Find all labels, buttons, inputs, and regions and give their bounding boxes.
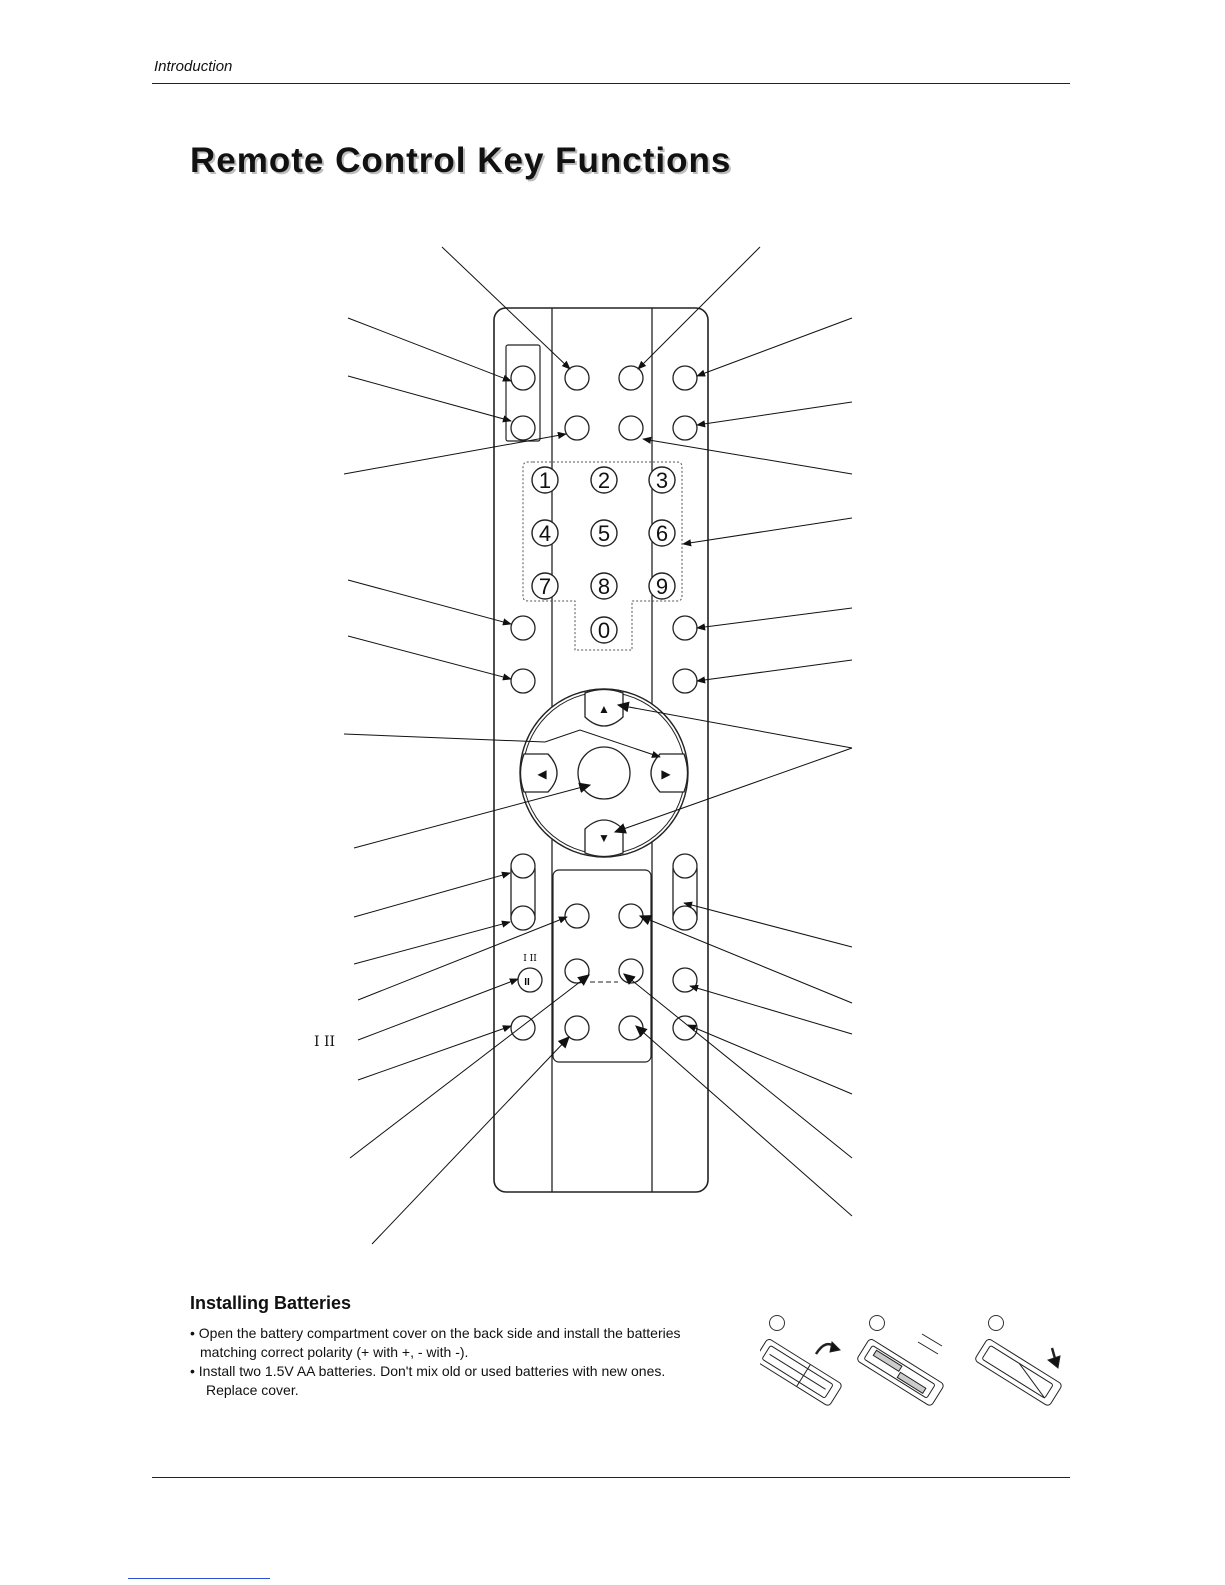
nav-left-icon: ◀ bbox=[537, 767, 547, 781]
footer-divider bbox=[152, 1477, 1070, 1478]
top-key-1[interactable] bbox=[565, 366, 589, 390]
callout-right-6 bbox=[697, 660, 852, 681]
bottom-key-1[interactable] bbox=[565, 904, 589, 928]
header-section-label: Introduction bbox=[154, 58, 233, 75]
battery-step-1-marker: 1 bbox=[769, 1315, 785, 1331]
battery-bullet-1-line-1: • Open the battery compartment cover on the back side and install the batteries bbox=[190, 1325, 681, 1341]
callout-left-5 bbox=[348, 636, 511, 679]
top-key-3[interactable] bbox=[673, 366, 697, 390]
bottom-key-2[interactable] bbox=[619, 904, 643, 928]
callout-right-2 bbox=[697, 402, 852, 425]
battery-bullet-1-line-2: matching correct polarity (+ with +, - with -). bbox=[200, 1344, 469, 1360]
callout-right-9 bbox=[684, 903, 852, 947]
input-button[interactable] bbox=[511, 416, 535, 440]
number-key-9-label: 9 bbox=[655, 574, 669, 599]
bottom-key-3[interactable] bbox=[565, 959, 589, 983]
battery-step-illustrations bbox=[760, 1320, 1080, 1430]
callout-left-9 bbox=[354, 922, 510, 964]
bottom-key-6[interactable] bbox=[619, 1016, 643, 1040]
audio-key-label: I II bbox=[523, 954, 537, 964]
callout-left-12 bbox=[358, 1026, 511, 1080]
battery-bullet-2-line-2: Replace cover. bbox=[206, 1382, 299, 1398]
number-key-1-label: 1 bbox=[538, 468, 552, 493]
page-title: Remote Control Key Functions bbox=[190, 141, 732, 180]
battery-step-2-marker: 2 bbox=[869, 1315, 885, 1331]
audio-key[interactable] bbox=[518, 968, 542, 992]
number-key-8-label: 8 bbox=[597, 574, 611, 599]
number-key-0-label: 0 bbox=[597, 618, 611, 643]
number-key-5-label: 5 bbox=[597, 521, 611, 546]
top-key-5[interactable] bbox=[619, 416, 643, 440]
audio-mode-callout-mark: I II bbox=[314, 1034, 336, 1050]
callout-right-1 bbox=[697, 318, 852, 376]
bottom-key-right-2[interactable] bbox=[673, 1016, 697, 1040]
side-key-left-2[interactable] bbox=[511, 669, 535, 693]
nav-down-icon: ▼ bbox=[598, 831, 610, 845]
right-rocker-down[interactable] bbox=[673, 906, 697, 930]
power-button[interactable] bbox=[511, 366, 535, 390]
number-key-4-label: 4 bbox=[538, 521, 552, 546]
installing-batteries-heading: Installing Batteries bbox=[190, 1293, 352, 1313]
battery-bullet-2-line-1: • Install two 1.5V AA batteries. Don't mix old or used batteries with new ones. bbox=[190, 1363, 666, 1379]
callout-right-12 bbox=[688, 1025, 852, 1094]
nav-right-icon: ▶ bbox=[661, 767, 671, 781]
top-key-4[interactable] bbox=[565, 416, 589, 440]
callout-left-1 bbox=[348, 318, 511, 381]
left-rocker-up[interactable] bbox=[511, 854, 535, 878]
battery-step-2-illustration bbox=[856, 1334, 944, 1407]
side-key-right-2[interactable] bbox=[673, 669, 697, 693]
left-rocker-down[interactable] bbox=[511, 906, 535, 930]
bottom-link-underline bbox=[128, 1578, 270, 1579]
nav-up-icon: ▲ bbox=[598, 702, 610, 716]
battery-step-1-illustration bbox=[760, 1338, 843, 1407]
callout-left-8 bbox=[354, 873, 510, 917]
number-key-7-label: 7 bbox=[538, 574, 552, 599]
right-rocker-up[interactable] bbox=[673, 854, 697, 878]
callout-left-2 bbox=[348, 376, 511, 421]
battery-step-3-marker: 3 bbox=[988, 1315, 1004, 1331]
number-key-3-label: 3 bbox=[655, 468, 669, 493]
number-key-2-label: 2 bbox=[597, 468, 611, 493]
number-key-6-label: 6 bbox=[655, 521, 669, 546]
callout-right-5 bbox=[697, 608, 852, 628]
callout-left-4 bbox=[348, 580, 511, 624]
battery-instructions bbox=[190, 1324, 760, 1400]
top-key-6[interactable] bbox=[673, 416, 697, 440]
nav-ok-button[interactable] bbox=[578, 747, 630, 799]
audio-key-symbol: II bbox=[524, 977, 530, 988]
bottom-key-right-1[interactable] bbox=[673, 968, 697, 992]
side-key-right-1[interactable] bbox=[673, 616, 697, 640]
side-key-left-1[interactable] bbox=[511, 616, 535, 640]
bottom-key-5[interactable] bbox=[565, 1016, 589, 1040]
top-key-2[interactable] bbox=[619, 366, 643, 390]
battery-step-3-illustration bbox=[974, 1338, 1062, 1407]
